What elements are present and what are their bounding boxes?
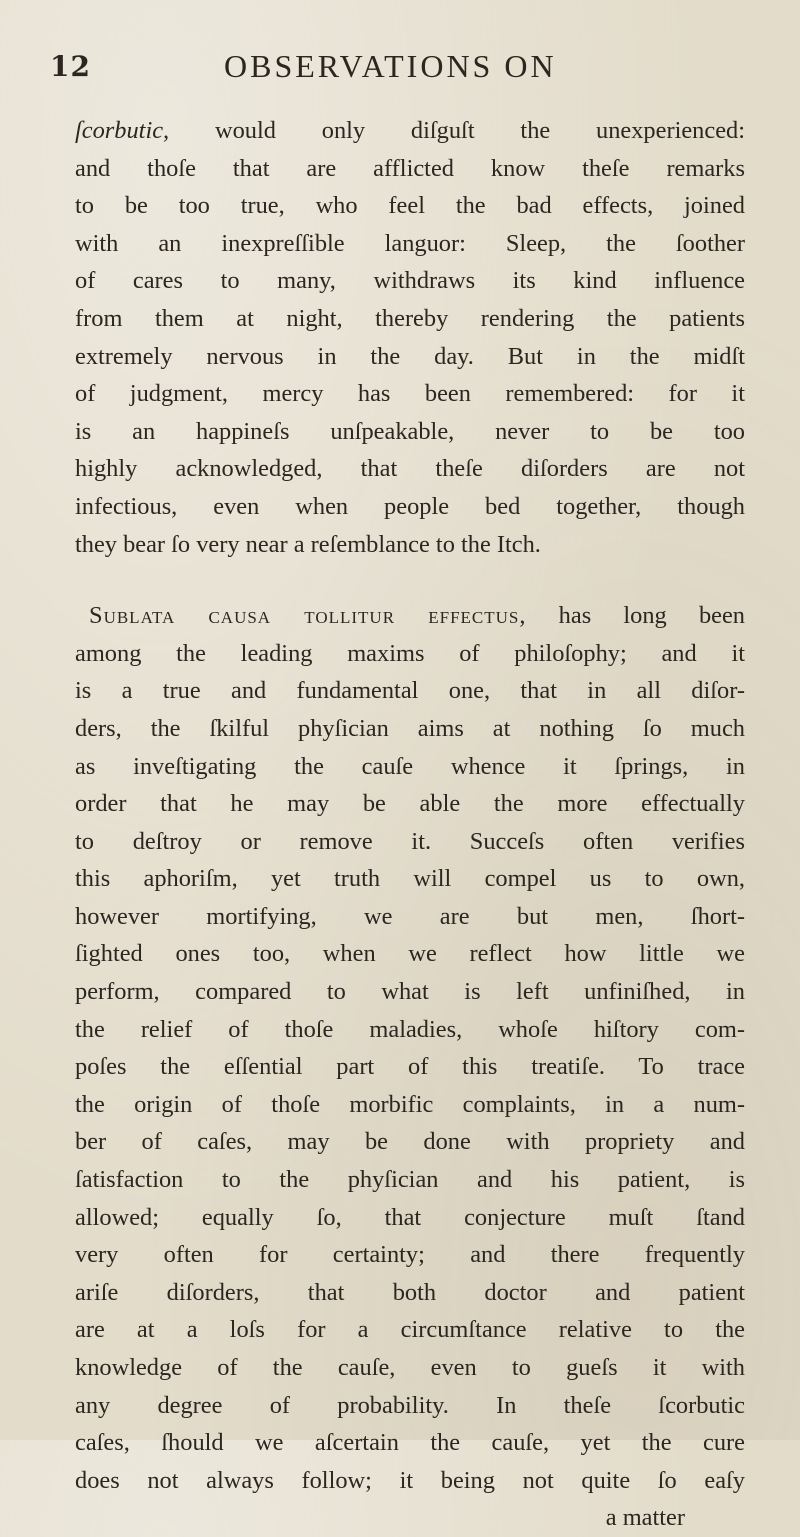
text-line: ſighted ones too, when we reflect how little we [75,940,745,968]
text-line: poſes the eſſential part of this treatiſe. To trace [75,1053,745,1081]
text-line: to be too true, who feel the bad effects, joined [75,192,745,220]
text-line: any degree of probability. In theſe ſcorbutic [75,1391,745,1419]
text-line: however mortifying, we are but men, ſhort- [75,902,745,930]
text-line: of cares to many, withdraws its kind influence [75,267,745,295]
text-line: ſatisfaction to the phyſician and his patient, is [75,1166,745,1194]
text-line: does not always follow; it being not quite ſo eaſy [75,1466,745,1494]
text-line: are at a loſs for a circumſtance relative to the [75,1316,745,1344]
text-line: caſes, ſhould we aſcertain the cauſe, yet the cure [75,1429,745,1457]
page-number: 12 [50,50,91,83]
text-line: knowledge of the cauſe, even to gueſs it with [75,1354,745,1381]
text-line [55,112,745,150]
text-line: very often for certainty; and there frequently [75,1241,745,1269]
text-line: ber of caſes, may be done with propriety and [75,1128,745,1156]
text-line: to deſtroy or remove it. Succeſs often verifies [75,827,745,855]
line-text: has long been [526,602,745,630]
text-line: extremely nervous in the day. But in the midſt [75,342,745,370]
text-line: this aphoriſm, yet truth will compel us to own, [75,865,745,893]
text-line: with an inexpreſſible languor: Sleep, the ſoother [75,229,745,257]
paragraph-2 [55,597,745,1499]
italic-word: ſcorbutic, [75,117,170,144]
text-line: from them at night, thereby rendering the patients [75,304,745,332]
body-text [55,112,745,1537]
text-line: as inveſtigating the cauſe whence it ſprings, in [75,752,745,780]
paragraph-gap [55,563,745,597]
text-line: among the leading maxims of philoſophy; and it [75,639,745,667]
text-line: the relief of thoſe maladies, whoſe hiſtory com- [75,1015,745,1043]
text-line: ariſe diſorders, that both doctor and patient [75,1278,745,1306]
text-line [55,597,745,635]
text-line: the origin of thoſe morbific complaints, in a num- [75,1090,745,1118]
text-line: allowed; equally ſo, that conjecture muſt ſtand [75,1203,745,1231]
catchword: a matter [605,1504,685,1532]
text-line: and thoſe that are afflicted know theſe remarks [75,154,745,182]
page-header [50,48,690,94]
running-head: OBSERVATIONS ON [224,48,557,84]
line-text: would only diſguſt the unexperienced: [169,117,745,144]
text-line: infectious, even when people bed together, though [75,492,745,520]
paragraph-1 [55,112,745,563]
text-line: highly acknowledged, that theſe diſorders are not [75,455,745,483]
text-line: order that he may be able the more effectually [75,790,745,818]
text-line: perform, compared to what is left unfiniſhed, in [75,978,745,1006]
small-caps-phrase: Sublata causa tollitur effectus, [89,602,527,630]
text-line: they bear ſo very near a reſemblance to the Itch. [75,530,541,558]
text-line: of judgment, mercy has been remembered: for it [75,380,745,408]
text-line: is an happineſs unſpeakable, never to be too [75,417,745,445]
text-line: ders, the ſkilful phyſician aims at nothing ſo much [75,714,745,742]
text-line: is a true and fundamental one, that in all diſor- [75,677,745,705]
